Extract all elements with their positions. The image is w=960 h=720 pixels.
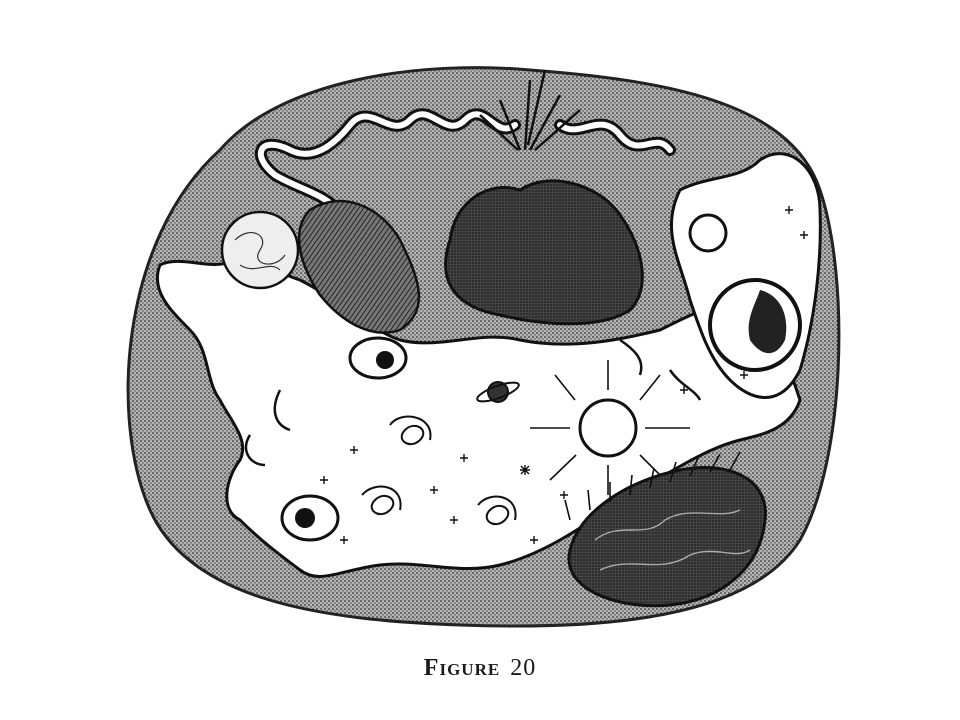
small-sphere — [690, 215, 726, 251]
figure-illustration — [100, 40, 860, 640]
caption-word: Figure — [423, 655, 501, 681]
eye-middle — [350, 338, 406, 378]
caption-number: 20 — [510, 655, 537, 681]
figure-caption — [0, 655, 960, 682]
eye-lower-left — [282, 496, 338, 540]
